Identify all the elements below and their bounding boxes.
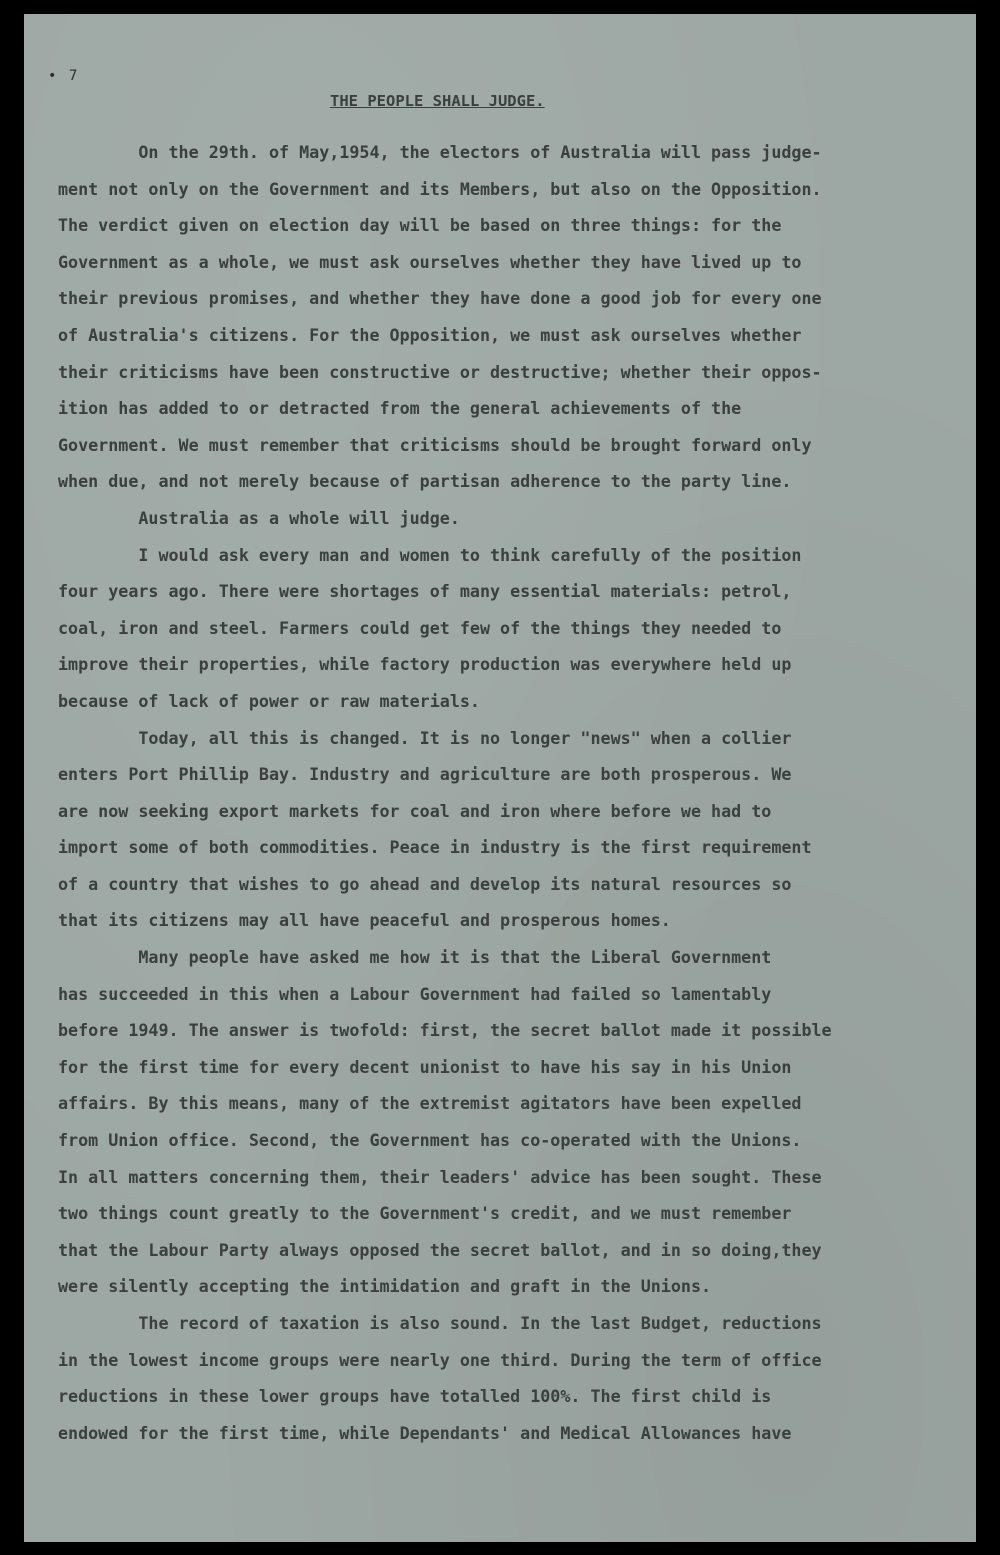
text-line: two things count greatly to the Government's credit, and we must remember (58, 1203, 792, 1224)
text-line: Government as a whole, we must ask ourselves whether they have lived up to (58, 251, 802, 272)
text-line: when due, and not merely because of partisan adherence to the party line. (58, 471, 792, 492)
text-line: ition has added to or detracted from the general achievements of the (58, 398, 742, 419)
text-line: Australia as a whole will judge. (58, 507, 460, 528)
text-line: in the lowest income groups were nearly one third. During the term of office (58, 1349, 822, 1370)
text-line: because of lack of power or raw materials. (58, 690, 480, 711)
text-line: has succeeded in this when a Labour Government had failed so lamentably (58, 983, 772, 1004)
text-line: are now seeking export markets for coal and iron where before we had to (58, 800, 772, 821)
text-line: for the first time for every decent unionist to have his say in his Union (58, 1056, 792, 1077)
text-line: import some of both commodities. Peace in industry is the first requirement (58, 837, 812, 858)
document-body (58, 134, 963, 1451)
text-line: The verdict given on election day will be based on three things: for the (58, 215, 782, 236)
text-line: endowed for the first time, while Dependants' and Medical Allowances have (58, 1422, 792, 1443)
text-line: I would ask every man and women to think carefully of the position (58, 544, 802, 565)
text-line: that the Labour Party always opposed the secret ballot, and in so doing,they (58, 1239, 822, 1260)
text-line: ment not only on the Government and its Members, but also on the Opposition. (58, 178, 822, 199)
text-line: of Australia's citizens. For the Opposition, we must ask ourselves whether (58, 324, 802, 345)
text-line: On the 29th. of May,1954, the electors of Australia will pass judge- (58, 142, 822, 162)
corner-mark: • 7 (48, 68, 80, 84)
text-line: improve their properties, while factory production was everywhere held up (58, 654, 792, 675)
text-line: their previous promises, and whether they have done a good job for every one (58, 288, 822, 309)
text-line: In all matters concerning them, their leaders' advice has been sought. These (58, 1166, 822, 1187)
text-line: before 1949. The answer is twofold: first, the secret ballot made it possible (58, 1020, 832, 1041)
text-line: from Union office. Second, the Government has co-operated with the Unions. (58, 1130, 802, 1151)
text-line: coal, iron and steel. Farmers could get few of the things they needed to (58, 617, 782, 638)
text-line: The record of taxation is also sound. In the last Budget, reductions (58, 1313, 822, 1333)
text-line: of a country that wishes to go ahead and develop its natural resources so (58, 873, 792, 894)
text-line: Many people have asked me how it is that the Liberal Government (58, 947, 772, 968)
document-title: THE PEOPLE SHALL JUDGE. (330, 92, 545, 110)
text-line: were silently accepting the intimidation and graft in the Unions. (58, 1276, 712, 1297)
text-line: Today, all this is changed. It is no longer "news" when a collier (58, 727, 792, 748)
text-line: Government. We must remember that criticisms should be brought forward only (58, 434, 812, 455)
text-line: that its citizens may all have peaceful and prosperous homes. (58, 910, 671, 931)
text-line: their criticisms have been constructive or destructive; whether their oppos- (58, 361, 822, 382)
text-line: reductions in these lower groups have totalled 100%. The first child is (58, 1386, 772, 1407)
text-line: four years ago. There were shortages of many essential materials: petrol, (58, 581, 792, 602)
text-line: affairs. By this means, many of the extremist agitators have been expelled (58, 1093, 802, 1114)
typed-page (24, 14, 976, 1542)
text-line: enters Port Phillip Bay. Industry and agriculture are both prosperous. We (58, 764, 792, 785)
